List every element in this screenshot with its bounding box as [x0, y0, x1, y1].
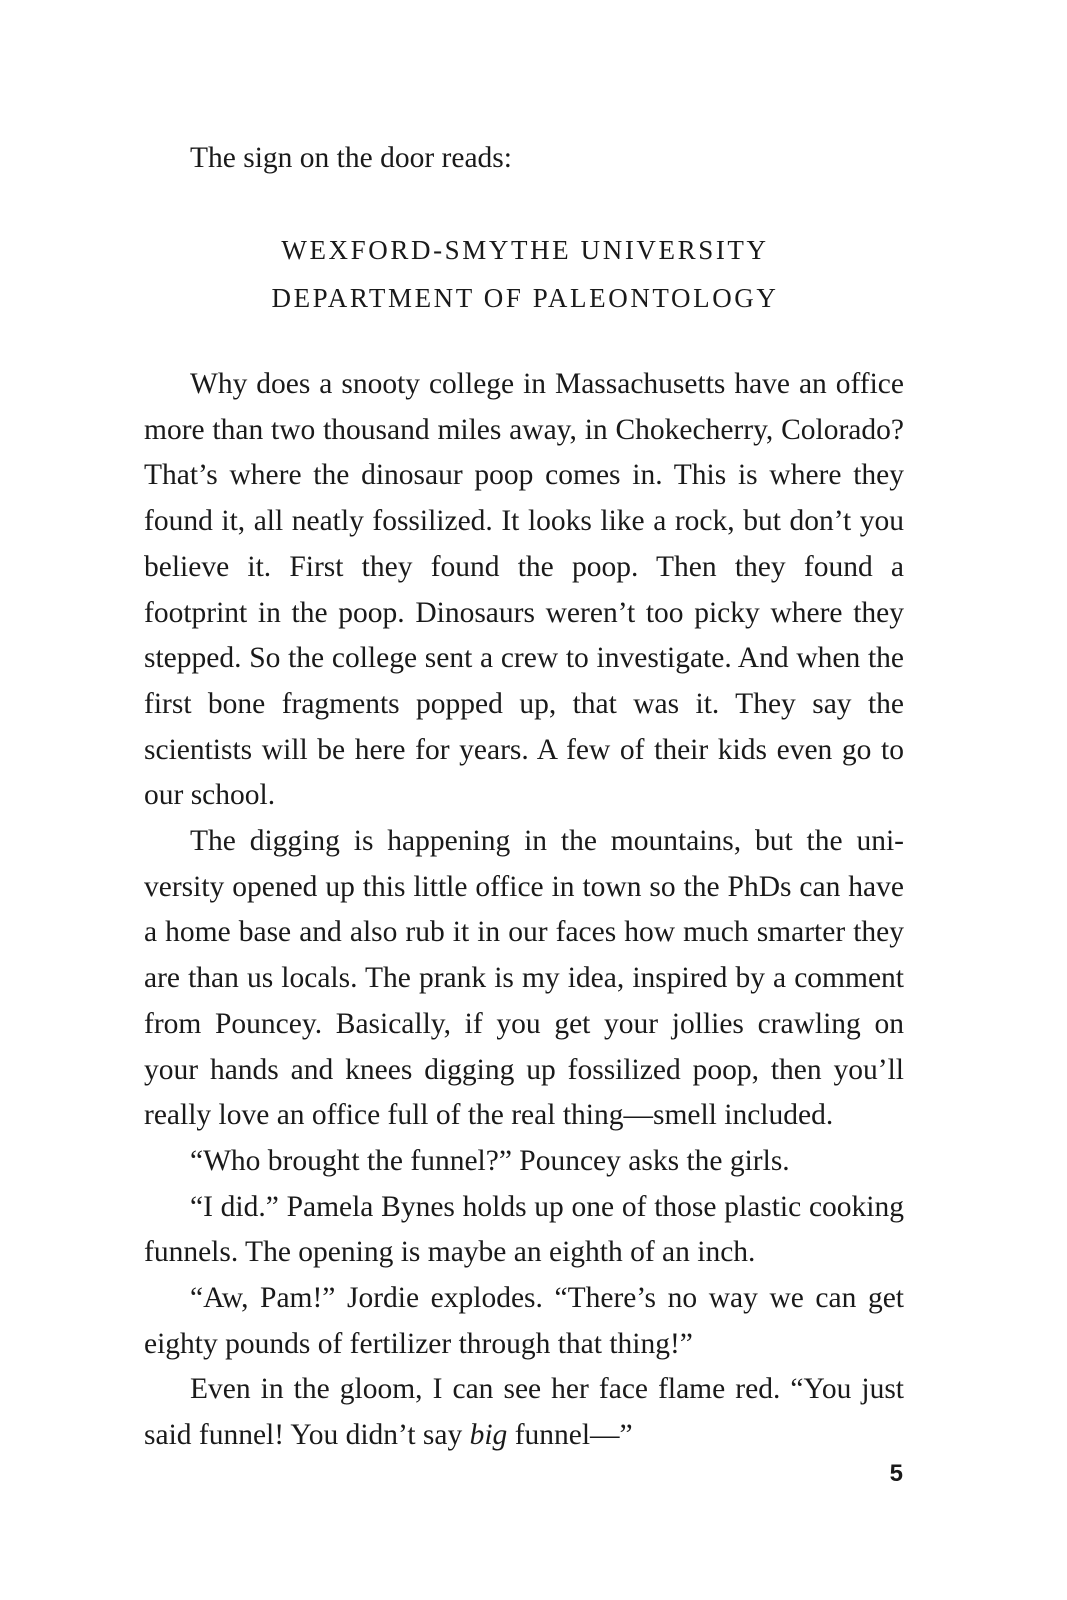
paragraph-5: “Aw, Pam!” Jordie explodes. “There’s no way we can get eighty pounds of fertilizer through that thing!” [144, 1282, 904, 1360]
paragraph-6-end: funnel—” [507, 1419, 633, 1452]
paragraph-6-emphasis: big [469, 1419, 508, 1452]
intro-line: The sign on the door reads: [190, 142, 512, 174]
paragraph-1: Why does a snooty college in Massachusetts have an office more than two thousand miles away, in Chokecherry, Colorado? That’s where the dinosaur poop comes in. This is where they found it, all neatly fossilized. It looks like a rock, but don’t you believe it. First they found the poop. Then they found a footprint in the poop. Dinosaurs weren’t too picky where they stepped. So the college sent a crew to investigate. And when the first bone fragments popped up, that was it. They say the scientists will be here for years. A few of their kids even go to our school. [144, 368, 904, 812]
page-number: 5 [889, 1460, 903, 1487]
paragraph-2: The digging is happening in the mountains, but the university opened up this little office in town so the PhDs can have a home base and also rub it in our faces how much smarter they are than us locals. The prank is my idea, inspired by a comment from Pouncey. Basically, if you get your jollies crawling on your hands and knees digging up fossilized poop, then you’ll really love an office full of the real thing—smell included. [144, 825, 904, 1132]
paragraph-6-start: Even in the gloom, I can see her face flame red. “You just said funnel! You didn’t say [144, 1373, 904, 1452]
door-sign [0, 226, 1050, 322]
paragraph-3: “Who brought the funnel?” Pouncey asks the girls. [190, 1144, 790, 1177]
sign-line-department: DEPARTMENT OF PALEONTOLOGY [271, 283, 779, 313]
sign-line-university: WEXFORD-SMYTHE UNIVERSITY [281, 235, 769, 265]
paragraph-6 [144, 1367, 904, 1458]
body-text [144, 362, 904, 1459]
paragraph-4: “I did.” Pamela Bynes holds up one of those plastic cooking funnels. The opening is maybe an eighth of an inch. [144, 1190, 904, 1269]
